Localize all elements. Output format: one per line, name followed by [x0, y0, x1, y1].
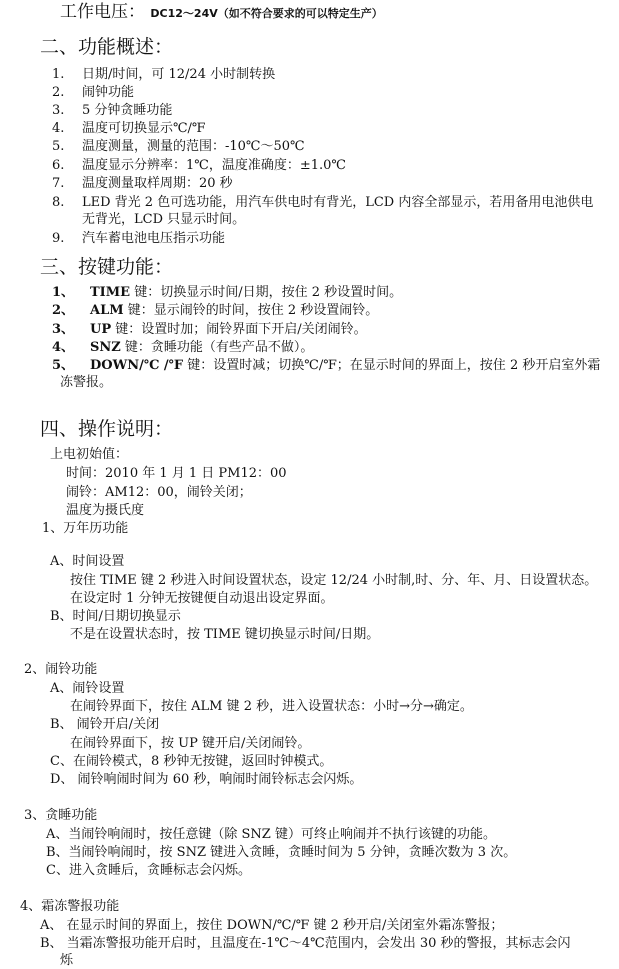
key-description: 键：切换显示时间/日期，按住 2 秒设置时间。 [130, 285, 403, 300]
feature-item [52, 176, 233, 192]
alarm-d: D、 闹铃响闹时间为 60 秒，响闹时闹铃标志会闪烁。 [50, 772, 363, 787]
key-item [52, 358, 600, 374]
feature-item-text: 温度可切换显示℃/℉ [82, 121, 206, 136]
feature-item [52, 121, 206, 137]
feature-item [52, 212, 245, 228]
frost-a: A、 在显示时间的界面上，按住 DOWN/℃/℉ 键 2 秒开启/关闭室外霜冻警报； [40, 918, 504, 933]
key-item-number: 3、 [52, 322, 75, 337]
frost-b-continuation: 烁 [60, 953, 74, 968]
feature-item [52, 158, 346, 174]
snooze-a: A、当闹铃响闹时，按任意键（除 SNZ 键）可终止响闹并不执行该键的功能。 [46, 827, 496, 842]
key-item [52, 340, 313, 356]
alarm-c: C、在闹铃模式，8 秒钟无按键，返回时钟模式。 [50, 754, 333, 769]
key-name: ALM [90, 303, 124, 318]
calendar-a-line2: 在设定时 1 分钟无按键便自动退出设定界面。 [70, 591, 334, 606]
sub-heading-alarm: 2、闹铃功能 [24, 662, 98, 677]
key-description: 键：贪睡功能（有些产品不做）。 [120, 340, 314, 355]
key-name: SNZ [90, 340, 121, 355]
feature-item-text: 温度测量，测量的范围：-10℃～50℃ [82, 139, 305, 154]
calendar-b: B、时间/日期切换显示 [50, 609, 181, 624]
voltage-line [60, 2, 383, 24]
calendar-a-line1: 按住 TIME 键 2 秒进入时间设置状态，设定 12/24 小时制,时、分、年、月、日设置状态。 [70, 573, 598, 588]
key-description: 键：设置时加；闹铃界面下开启/关闭闹铃。 [111, 322, 367, 337]
key-item-number: 1、 [52, 285, 75, 300]
voltage-label: 工作电压： [60, 2, 145, 22]
voltage-value: DC12～24V（如不符合要求的可以特定生产） [150, 7, 383, 20]
key-item-number: 4、 [52, 340, 75, 355]
calendar-a: A、时间设置 [50, 554, 125, 569]
feature-item-text: 温度显示分辨率：1℃，温度准确度：±1.0℃ [82, 158, 346, 173]
feature-item-number: 5. [52, 139, 65, 154]
feature-item [52, 103, 172, 119]
feature-item [52, 85, 134, 101]
feature-item [52, 139, 305, 155]
section-2-title: 二、功能概述： [40, 36, 174, 58]
section-3-title: 三、按键功能： [40, 256, 174, 278]
init-time: 时间：2010 年 1 月 1 日 PM12：00 [66, 466, 287, 481]
alarm-b-line1: 在闹铃界面下，按 UP 键开启/关闭闹铃。 [70, 736, 311, 751]
feature-item-text: 温度测量取样周期：20 秒 [82, 176, 233, 191]
frost-b: B、 当霜冻警报功能开启时，且温度在-1℃～4℃范围内，会发出 30 秒的警报，其标志会闪 [40, 936, 571, 951]
key-item [52, 322, 367, 338]
feature-item-number: 7. [52, 176, 65, 191]
feature-item-number: 9. [52, 231, 65, 246]
feature-item-number: 2. [52, 85, 65, 100]
feature-item-number: 1. [52, 67, 65, 82]
key-name: DOWN/℃ /℉ [90, 358, 184, 373]
feature-item-text: 5 分钟贪睡功能 [82, 103, 173, 118]
alarm-a: A、闹铃设置 [50, 681, 125, 696]
sub-heading-frost: 4、霜冻警报功能 [20, 899, 120, 914]
section-4-title: 四、操作说明： [40, 418, 174, 440]
feature-item [52, 231, 225, 247]
feature-item-text: 汽车蓄电池电压指示功能 [82, 231, 226, 246]
init-alarm: 闹铃：AM12：00，闹铃关闭； [66, 485, 252, 500]
key-item [52, 303, 378, 319]
feature-item-text: 无背光，LCD 只显示时间。 [82, 212, 246, 227]
key-name: TIME [90, 285, 131, 300]
feature-item-number: 6. [52, 158, 65, 173]
feature-item-text: 日期/时间，可 12/24 小时制转换 [82, 67, 276, 82]
snooze-b: B、当闹铃响闹时，按 SNZ 键进入贪睡，贪睡时间为 5 分钟，贪睡次数为 3 次。 [46, 845, 517, 860]
feature-item-number: 8. [52, 195, 65, 210]
alarm-b: B、 闹铃开启/关闭 [50, 717, 160, 732]
sub-heading-calendar: 1、万年历功能 [42, 521, 129, 536]
feature-item-text: 闹钟功能 [82, 85, 135, 100]
snooze-c: C、进入贪睡后，贪睡标志会闪烁。 [46, 863, 251, 878]
key-description: 键：显示闹铃的时间，按住 2 秒设置闹铃。 [123, 303, 379, 318]
sub-heading-snooze: 3、贪睡功能 [24, 808, 98, 823]
key-list-continuation: 冻警报。 [60, 375, 113, 390]
feature-item-number: 3. [52, 103, 65, 118]
alarm-a-line1: 在闹铃界面下，按住 ALM 键 2 秒，进入设置状态：小时→分→确定。 [70, 699, 473, 714]
key-item [52, 285, 402, 301]
key-name: UP [90, 322, 112, 337]
init-temp: 温度为摄氏度 [66, 503, 145, 518]
feature-item-number: 4. [52, 121, 65, 136]
key-description: 键：设置时减；切换℃/℉；在显示时间的界面上，按住 2 秒开启室外霜 [183, 358, 601, 373]
calendar-b-line1: 不是在设置状态时，按 TIME 键切换显示时间/日期。 [70, 627, 380, 642]
feature-item-text: LED 背光 2 色可选功能，用汽车供电时有背光，LCD 内容全部显示，若用备用电池供电 [82, 195, 594, 210]
feature-item [52, 67, 275, 83]
key-item-number: 2、 [52, 303, 75, 318]
feature-item [52, 195, 593, 211]
key-item-number: 5、 [52, 358, 75, 373]
init-title: 上电初始值： [50, 447, 129, 462]
